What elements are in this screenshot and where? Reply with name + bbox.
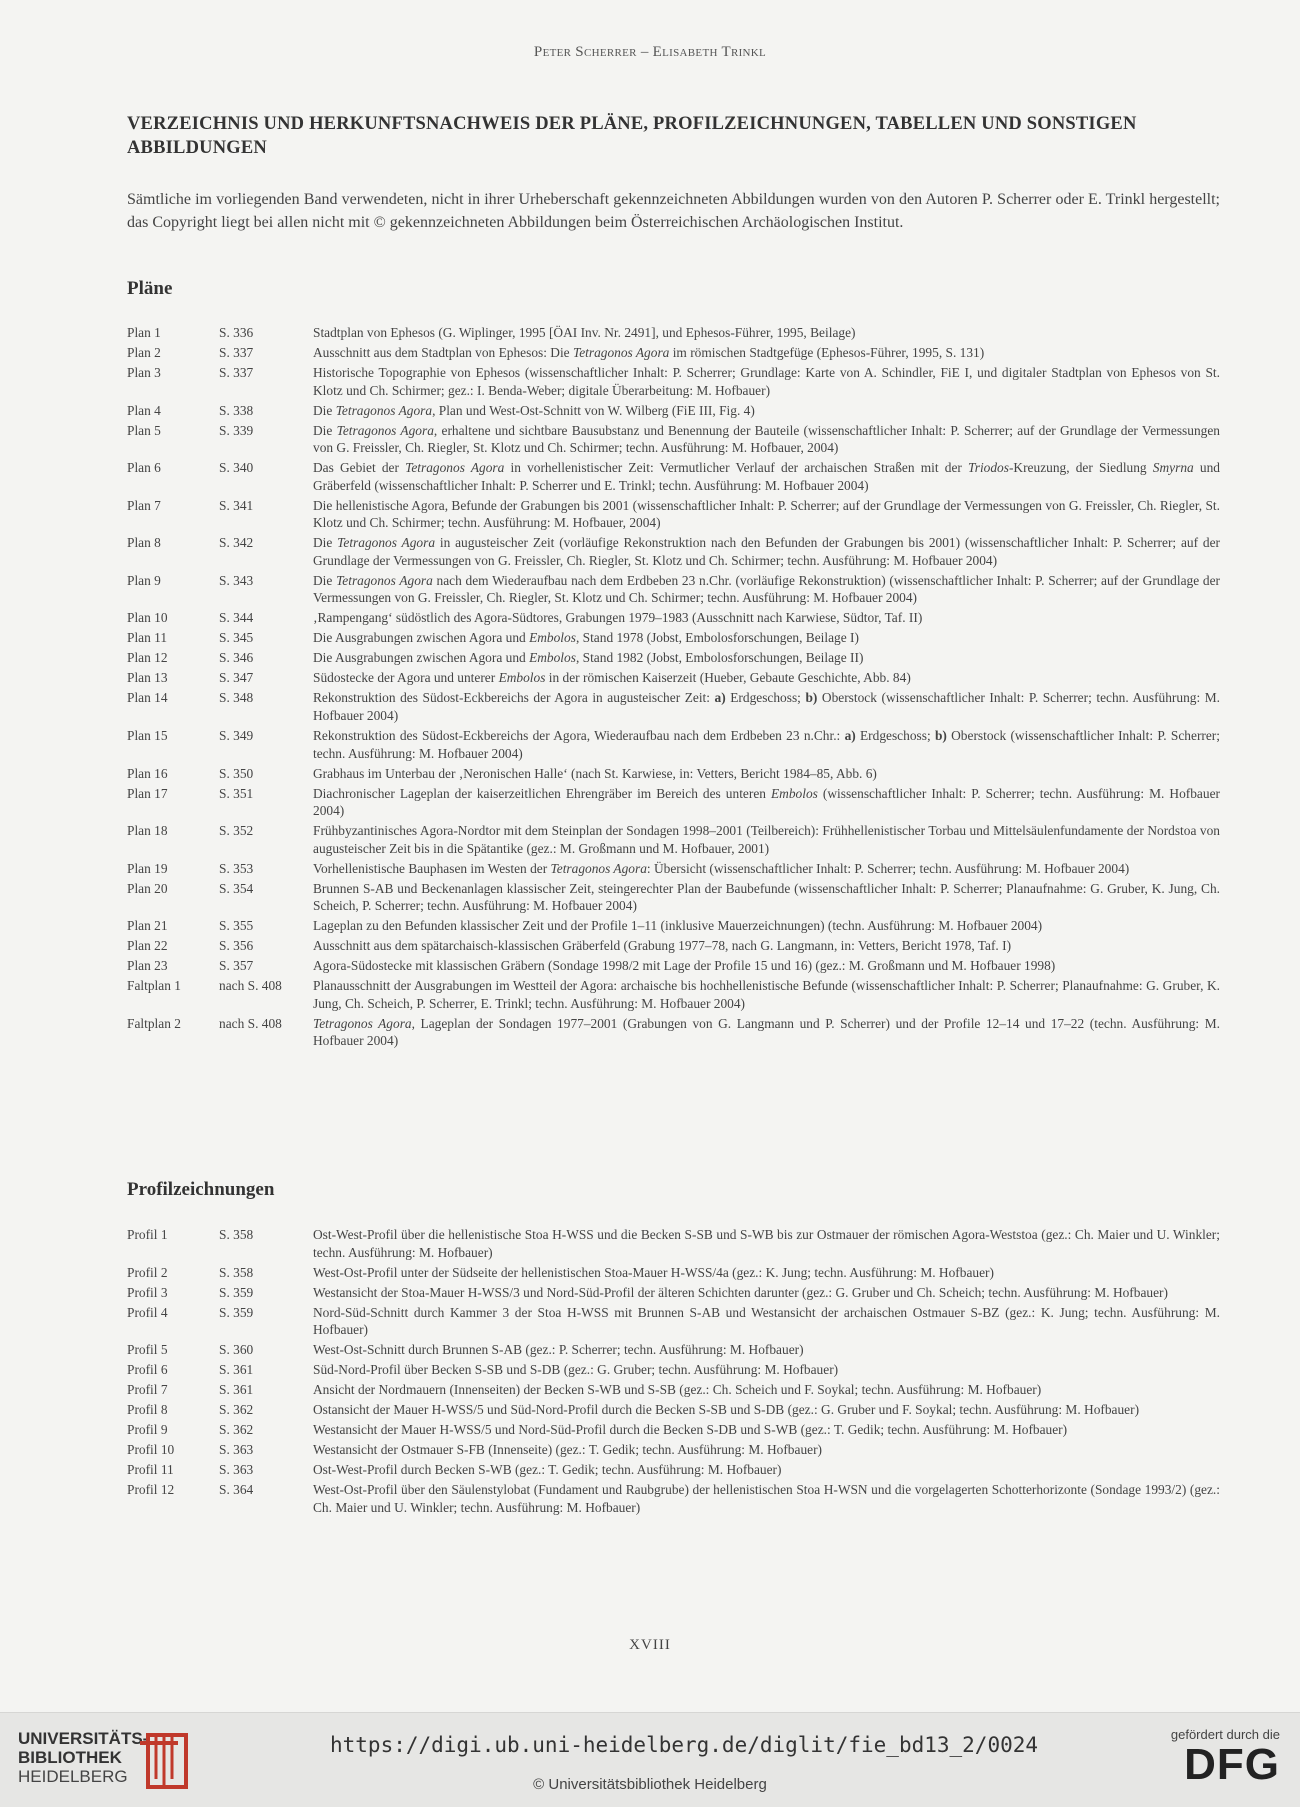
entry-page: S. 351	[219, 785, 254, 801]
entry-description: Die hellenistische Agora, Befunde der Grabungen bis 2001 (wissenschaftlicher Inhalt: P. Scherrer; auf der Grundlage der Vermessungen von G. Freissler, Ch. Riegler, St. Klotz und Ch. Schirmer; techn. Ausführung: M. Hofbauer, 2004)	[313, 497, 1220, 531]
profile-entry	[127, 1441, 1220, 1459]
profile-entry	[127, 1401, 1220, 1419]
entry-label: Profil 10	[127, 1442, 175, 1458]
copyright-notice: © Universitätsbibliothek Heidelberg	[533, 1776, 767, 1793]
entry-label: Plan 3	[127, 364, 161, 380]
plan-list	[127, 324, 1220, 1052]
entry-description: Westansicht der Ostmauer S-FB (Innenseite) (gez.: T. Gedik; techn. Ausführung: M. Hofbauer)	[313, 1442, 822, 1458]
entry-page: S. 363	[219, 1442, 254, 1458]
profile-entry	[127, 1381, 1220, 1399]
entry-page: S. 344	[219, 610, 254, 626]
entry-label: Plan 2	[127, 344, 161, 360]
footer-bar	[0, 1712, 1300, 1807]
entry-label: Plan 14	[127, 690, 168, 706]
entry-description: Lageplan zu den Befunden klassischer Zeit und der Profile 1–11 (inklusive Mauerzeichnungen) (techn. Ausführung: M. Hofbauer 2004)	[313, 918, 1043, 934]
entry-description: West-Ost-Profil über den Säulenstylobat (Fundament und Raubgrube) der hellenistischen Stoa H-WSN und die vorgelagerten Schotterhorizonte (Sondage 1993/2) (gez.: Ch. Maier und U. Winkler; techn. Ausführung: M. Hofbauer)	[313, 1482, 1220, 1515]
entry-label: Faltplan 1	[127, 978, 181, 994]
entry-description: Westansicht der Stoa-Mauer H-WSS/3 und Nord-Süd-Profil der älteren Schichten darunter (gez.: G. Gruber und Ch. Scheich; techn. Ausführung: M. Hofbauer)	[313, 1284, 1168, 1300]
profile-entry	[127, 1304, 1220, 1339]
plan-entry	[127, 669, 1220, 687]
plan-entry	[127, 422, 1220, 457]
entry-page: S. 357	[219, 958, 254, 974]
entry-label: Plan 5	[127, 422, 161, 438]
page-title: VERZEICHNIS UND HERKUNFTSNACHWEIS DER PLÄNE, PROFILZEICHNUNGEN, TABELLEN UND SONSTIGEN ABBILDUNGEN	[127, 114, 1137, 158]
entry-label: Profil 7	[127, 1382, 168, 1398]
plan-entry	[127, 880, 1220, 915]
entry-page: S. 347	[219, 670, 254, 686]
profile-list	[127, 1226, 1220, 1519]
profile-entry	[127, 1361, 1220, 1379]
entry-label: Profil 5	[127, 1342, 168, 1358]
entry-description: Nord-Süd-Schnitt durch Kammer 3 der Stoa H-WSS mit Brunnen S-AB und Westansicht der archaischen Ostmauer S-BZ (gez.: K. Jung; techn. Ausführung: M. Hofbauer)	[313, 1304, 1220, 1338]
entry-page: S. 353	[219, 860, 254, 876]
plan-entry	[127, 609, 1220, 627]
entry-page: S. 362	[219, 1422, 254, 1438]
plan-entry	[127, 534, 1220, 569]
entry-description: Rekonstruktion des Südost-Eckbereichs der Agora in augusteischer Zeit: a) Erdgeschoss; b) Oberstock (wissenschaftlicher Inhalt: P. Scherrer; techn. Ausführung: M. Hofbauer 2004)	[313, 690, 1220, 723]
entry-label: Profil 3	[127, 1284, 168, 1300]
profile-entry	[127, 1341, 1220, 1359]
entry-description: Diachronischer Lageplan der kaiserzeitlichen Ehrengräber im Bereich des unteren Embolos (wissenschaftlicher Inhalt: P. Scherrer; techn. Ausführung: M. Hofbauer 2004)	[313, 785, 1220, 819]
entry-description: Die Tetragonos Agora, Plan und West-Ost-Schnitt von W. Wilberg (FiE III, Fig. 4)	[313, 402, 755, 418]
entry-page: S. 340	[219, 460, 254, 476]
entry-page: S. 350	[219, 765, 254, 781]
plan-entry	[127, 497, 1220, 532]
entry-description: Ostansicht der Mauer H-WSS/5 und Süd-Nord-Profil durch die Becken S-SB und S-DB (gez.: G. Gruber und F. Soykal; techn. Ausführung: M. Hofbauer)	[313, 1402, 1140, 1418]
entry-description: Brunnen S-AB und Beckenanlagen klassischer Zeit, steingerechter Plan der Baubefunde (wissenschaftlicher Inhalt: P. Scherrer; Planaufnahme: G. Gruber, K. Jung, Ch. Scheich, P. Scherrer; techn. Ausführung: M. Hofbauer 2004)	[313, 880, 1220, 914]
entry-label: Plan 11	[127, 630, 168, 646]
entry-description: West-Ost-Schnitt durch Brunnen S-AB (gez.: P. Scherrer; techn. Ausführung: M. Hofbauer)	[313, 1342, 804, 1358]
entry-page: S. 345	[219, 630, 254, 646]
funding-caption: gefördert durch die	[1170, 1727, 1280, 1742]
dfg-logo[interactable]	[1150, 1727, 1290, 1797]
entry-description: Planausschnitt der Ausgrabungen im Westteil der Agora: archaische bis hochhellenistische Befunde (wissenschaftlicher Inhalt: P. Scherrer; Planaufnahme: G. Gruber, K. Jung, Ch. Scheich, P. Scherrer, E. Trinkl; techn. Ausführung: M. Hofbauer 2004)	[313, 978, 1220, 1011]
entry-page: S. 336	[219, 325, 254, 340]
entry-label: Profil 11	[127, 1462, 174, 1478]
plan-entry	[127, 860, 1220, 878]
entry-label: Profil 1	[127, 1227, 168, 1242]
entry-label: Plan 16	[127, 765, 168, 781]
entry-label: Plan 12	[127, 650, 168, 666]
section-heading-profilzeichnungen: Profilzeichnungen	[127, 1179, 275, 1200]
entry-description: Die Ausgrabungen zwischen Agora und Embolos, Stand 1982 (Jobst, Embolosforschungen, Beilage II)	[313, 650, 864, 666]
plan-entry	[127, 822, 1220, 857]
running-head: Peter Scherrer – Elisabeth Trinkl	[533, 44, 767, 60]
entry-description: Die Ausgrabungen zwischen Agora und Embolos, Stand 1978 (Jobst, Embolosforschungen, Beilage I)	[313, 630, 859, 646]
entry-page: S. 364	[219, 1482, 254, 1498]
entry-label: Profil 4	[127, 1304, 168, 1320]
entry-label: Profil 2	[127, 1264, 168, 1280]
entry-page: S. 360	[219, 1342, 254, 1358]
entry-page: S. 359	[219, 1284, 254, 1300]
profile-entry	[127, 1264, 1220, 1282]
entry-label: Profil 9	[127, 1422, 168, 1438]
entry-description: Ausschnitt aus dem spätarchaisch-klassischen Gräberfeld (Grabung 1977–78, nach G. Langmann, in: Vetters, Bericht 1978, Taf. I)	[313, 938, 1012, 954]
plan-entry	[127, 459, 1220, 494]
entry-description: Vorhellenistische Bauphasen im Westen der Tetragonos Agora: Übersicht (wissenschaftlicher Inhalt: P. Scherrer; techn. Ausführung: M. Hofbauer 2004)	[313, 860, 1130, 876]
library-name-line1: UNIVERSITÄTS-	[18, 1729, 149, 1748]
entry-page: S. 337	[219, 344, 254, 360]
entry-label: Plan 6	[127, 460, 161, 476]
plan-entry	[127, 917, 1220, 935]
entry-page: S. 342	[219, 535, 254, 551]
entry-description: Die Tetragonos Agora nach dem Wiederaufbau nach dem Erdbeben 23 n.Chr. (vorläufige Rekonstruktion) (wissenschaftlicher Inhalt: P. Scherrer; auf der Grundlage der Vermessungen von G. Freissler, Ch. Riegler, St. Klotz und Ch. Schirmer; techn. Ausführung: M. Hofbauer 2004)	[313, 572, 1220, 606]
entry-page: S. 355	[219, 918, 254, 934]
entry-page: nach S. 408	[219, 1015, 282, 1031]
plan-entry	[127, 937, 1220, 955]
plan-entry	[127, 364, 1220, 399]
entry-page: S. 341	[219, 497, 254, 513]
entry-description: Westansicht der Mauer H-WSS/5 und Nord-Süd-Profil durch die Becken S-DB und S-WB (gez.: T. Gedik; techn. Ausführung: M. Hofbauer)	[313, 1422, 1068, 1438]
entry-description: Stadtplan von Ephesos (G. Wiplinger, 1995 [ÖAI Inv. Nr. 2491], und Ephesos-Führer, 1995, Beilage)	[313, 325, 856, 340]
profile-entry	[127, 1284, 1220, 1302]
entry-page: S. 349	[219, 727, 254, 743]
entry-label: Profil 8	[127, 1402, 168, 1418]
plan-entry	[127, 957, 1220, 975]
entry-description: Die Tetragonos Agora, erhaltene und sichtbare Bausubstanz und Benennung der Bauteile (wissenschaftlicher Inhalt: P. Scherrer; auf der Grundlage der Vermessungen von G. Freissler, Ch. Riegler, St. Klotz und Ch. Schirmer; techn. Ausführung: M. Hofbauer, 2004)	[313, 422, 1220, 456]
entry-page: nach S. 408	[219, 978, 282, 994]
entry-description: Südostecke der Agora und unterer Embolos in der römischen Kaiserzeit (Hueber, Gebaute Geschichte, Abb. 84)	[313, 670, 911, 686]
entry-label: Plan 9	[127, 572, 161, 588]
entry-label: Plan 19	[127, 860, 168, 876]
entry-description: Tetragonos Agora, Lageplan der Sondagen 1977–2001 (Grabungen von G. Langmann und P. Scherrer) und der Profile 12–14 und 17–22 (techn. Ausführung: M. Hofbauer 2004)	[313, 1015, 1220, 1049]
entry-page: S. 359	[219, 1304, 254, 1320]
entry-page: S. 346	[219, 650, 254, 666]
entry-description: Ost-West-Profil über die hellenistische Stoa H-WSS und die Becken S-SB und S-WB bis zur Ostmauer der römischen Agora-Weststoa (gez.: Ch. Maier und U. Winkler; techn. Ausführung: M. Hofbauer)	[313, 1227, 1220, 1260]
entry-page: S. 358	[219, 1227, 254, 1242]
entry-page: S. 338	[219, 402, 254, 418]
page-number: XVIII	[629, 1637, 671, 1653]
entry-description: Ansicht der Nordmauern (Innenseiten) der Becken S-WB und S-SB (gez.: Ch. Scheich und F. Soykal; techn. Ausführung: M. Hofbauer)	[313, 1382, 1042, 1398]
entry-description: Frühbyzantinisches Agora-Nordtor mit dem Steinplan der Sondagen 1998–2001 (Teilbereich): Frühhellenistischer Torbau und Mittelsäulenfundamente der Nordstoa von augusteischer Zeit bis in die Spätantike (gez.: M. Großmann und M. Hofbauer, 2001)	[313, 823, 1220, 856]
entry-label: Faltplan 2	[127, 1015, 181, 1031]
entry-page: S. 343	[219, 572, 254, 588]
library-name-line2: BIBLIOTHEK	[18, 1748, 122, 1767]
entry-description: Ost-West-Profil durch Becken S-WB (gez.: T. Gedik; techn. Ausführung: M. Hofbauer)	[313, 1462, 782, 1478]
entry-label: Plan 10	[127, 610, 168, 626]
entry-description: Das Gebiet der Tetragonos Agora in vorhellenistischer Zeit: Vermutlicher Verlauf der archaischen Straßen mit der Triodos-Kreuzung, der Siedlung Smyrna und Gräberfeld (wissenschaftlicher Inhalt: P. Scherrer und E. Trinkl; techn. Ausführung: M. Hofbauer 2004)	[313, 460, 1220, 493]
plan-entry	[127, 649, 1220, 667]
plan-entry	[127, 689, 1220, 724]
entry-page: S. 361	[219, 1362, 254, 1378]
plan-entry	[127, 402, 1220, 420]
document-url-link[interactable]: https://digi.ub.uni-heidelberg.de/diglit/fie_bd13_2/0024	[330, 1733, 1039, 1757]
entry-description: West-Ost-Profil unter der Südseite der hellenistischen Stoa-Mauer H-WSS/4a (gez.: K. Jung; techn. Ausführung: M. Hofbauer)	[313, 1264, 994, 1280]
entry-page: S. 356	[219, 938, 254, 954]
entry-label: Plan 20	[127, 880, 168, 896]
entry-label: Plan 21	[127, 918, 168, 934]
entry-description: ‚Rampengang‘ südöstlich des Agora-Südtores, Grabungen 1979–1983 (Ausschnitt nach Karwiese, Südtor, Taf. II)	[313, 610, 923, 626]
entry-label: Profil 6	[127, 1362, 168, 1378]
entry-page: S. 354	[219, 880, 254, 896]
plan-entry	[127, 629, 1220, 647]
entry-page: S. 363	[219, 1462, 254, 1478]
entry-label: Plan 18	[127, 823, 168, 839]
entry-description: Historische Topographie von Ephesos (wissenschaftlicher Inhalt: P. Scherrer; Grundlage: Karte von A. Schindler, FiE I, und digitaler Stadtplan von Ephesos von St. Klotz und Ch. Schirmer; gez.: I. Benda-Weber; digitale Überarbeitung: M. Hofbauer)	[313, 364, 1220, 398]
section-heading-plaene: Pläne	[127, 278, 173, 299]
plan-entry	[127, 344, 1220, 362]
entry-description: Süd-Nord-Profil über Becken S-SB und S-DB (gez.: G. Gruber; techn. Ausführung: M. Hofbauer)	[313, 1362, 839, 1378]
entry-description: Rekonstruktion des Südost-Eckbereichs der Agora, Wiederaufbau nach dem Erdbeben 23 n.Chr.: a) Erdgeschoss; b) Oberstock (wissenschaftlicher Inhalt: P. Scherrer; techn. Ausführung: M. Hofbauer 2004)	[313, 727, 1220, 761]
library-name-line3: HEIDELBERG	[18, 1767, 128, 1786]
entry-page: S. 358	[219, 1264, 254, 1280]
entry-page: S. 348	[219, 690, 254, 706]
plan-entry	[127, 785, 1220, 820]
profile-entry	[127, 1421, 1220, 1439]
plan-entry	[127, 1015, 1220, 1050]
intro-paragraph: Sämtliche im vorliegenden Band verwendeten, nicht in ihrer Urheberschaft gekennzeichneten Abbildungen wurden von den Autoren P. Scherrer oder E. Trinkl hergestellt; das Copyright liegt bei allen nicht mit © gekennzeichneten Abbildungen beim Österreichischen Archäologischen Institut.	[127, 191, 1220, 231]
entry-page: S. 352	[219, 823, 254, 839]
entry-label: Plan 22	[127, 938, 168, 954]
entry-label: Plan 15	[127, 727, 168, 743]
entry-description: Ausschnitt aus dem Stadtplan von Ephesos: Die Tetragonos Agora im römischen Stadtgefüge (Ephesos-Führer, 1995, S. 131)	[313, 344, 985, 360]
entry-label: Profil 12	[127, 1482, 175, 1498]
entry-page: S. 337	[219, 364, 254, 380]
entry-page: S. 362	[219, 1402, 254, 1418]
entry-description: Grabhaus im Unterbau der ‚Neronischen Halle‘ (nach St. Karwiese, in: Vetters, Bericht 1984–85, Abb. 6)	[313, 765, 877, 781]
plan-entry	[127, 727, 1220, 762]
profile-entry	[127, 1226, 1220, 1261]
entry-label: Plan 1	[127, 325, 161, 340]
entry-page: S. 361	[219, 1382, 254, 1398]
profile-entry	[127, 1481, 1220, 1516]
entry-description: Die Tetragonos Agora in augusteischer Zeit (vorläufige Rekonstruktion nach den Befunden der Grabungen bis 2001) (wissenschaftlicher Inhalt: P. Scherrer; auf der Grundlage der Vermessungen von G. Freissler, Ch. Riegler, St. Klotz und Ch. Schirmer; techn. Ausführung: M. Hofbauer 2004)	[313, 535, 1220, 568]
entry-label: Plan 8	[127, 535, 161, 551]
plan-entry	[127, 324, 1220, 342]
entry-label: Plan 4	[127, 402, 161, 418]
entry-label: Plan 23	[127, 958, 168, 974]
entry-label: Plan 17	[127, 785, 168, 801]
entry-label: Plan 13	[127, 670, 168, 686]
profile-entry	[127, 1461, 1220, 1479]
entry-label: Plan 7	[127, 497, 161, 513]
entry-page: S. 339	[219, 422, 254, 438]
dfg-wordmark: DFG	[1184, 1740, 1280, 1789]
plan-entry	[127, 572, 1220, 607]
plan-entry	[127, 765, 1220, 783]
plan-entry	[127, 977, 1220, 1012]
entry-description: Agora-Südostecke mit klassischen Gräbern (Sondage 1998/2 mit Lage der Profile 15 und 16) (gez.: M. Großmann und M. Hofbauer 1998)	[313, 958, 1056, 974]
